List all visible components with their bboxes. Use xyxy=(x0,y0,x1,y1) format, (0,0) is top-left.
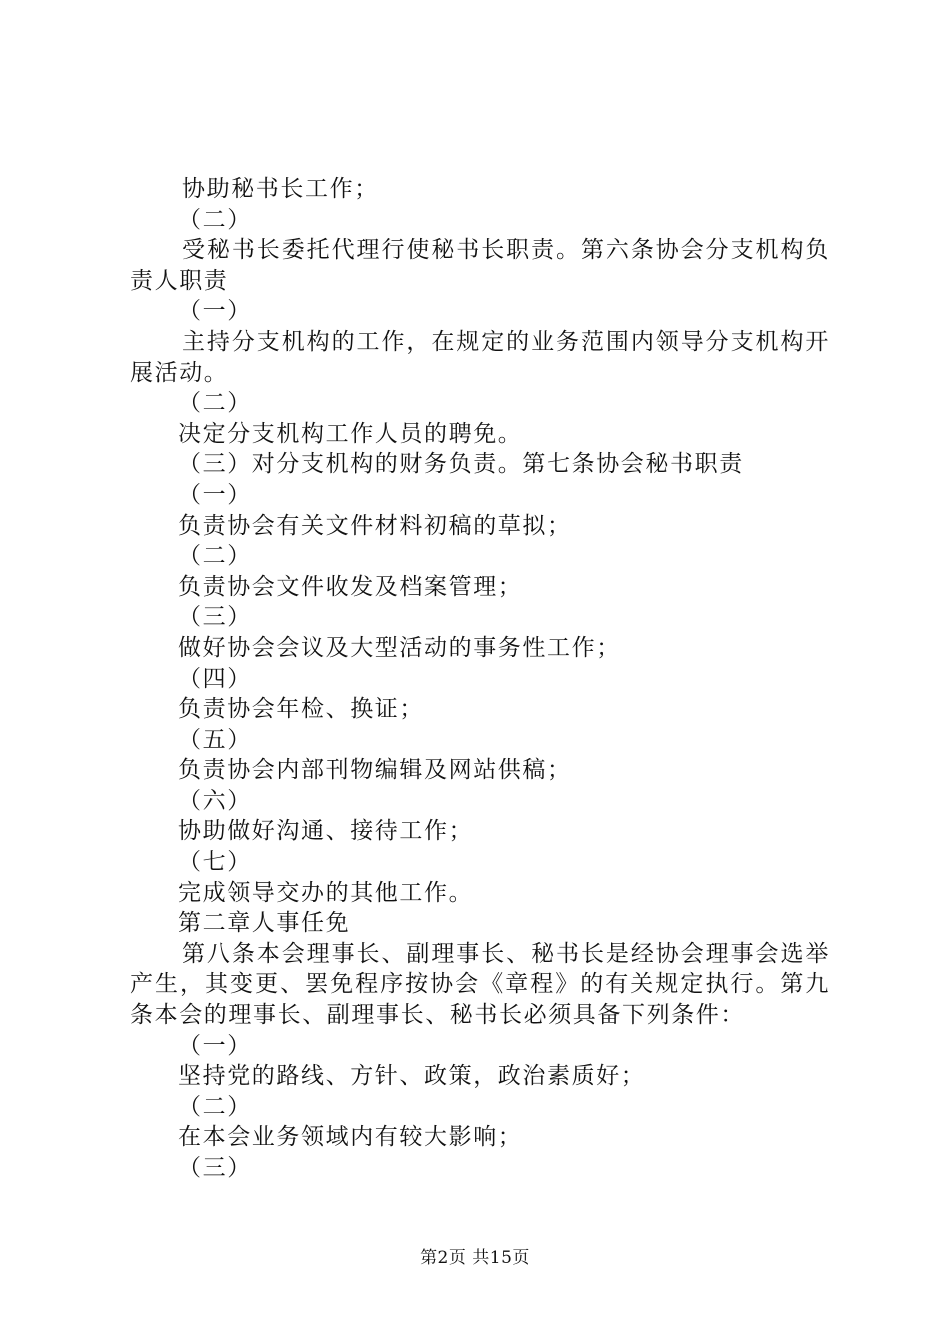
paragraph-line: 负责协会有关文件材料初稿的草拟； xyxy=(178,512,572,539)
chapter-heading: 第二章人事任免 xyxy=(178,910,351,937)
item-number: （一） xyxy=(178,1032,252,1059)
item-number: （一） xyxy=(178,298,252,325)
paragraph-line: 负责协会文件收发及档案管理； xyxy=(178,573,523,600)
paragraph-line: 决定分支机构工作人员的聘免。 xyxy=(178,420,523,447)
item-number: （六） xyxy=(178,787,252,814)
paragraph-line: 受秘书长委托代理行使秘书长职责。第六条协会分支机构负责人职责 xyxy=(130,237,830,294)
item-number: （三） xyxy=(178,604,252,631)
document-body xyxy=(130,174,830,1184)
paragraph-line: 坚持党的路线、方针、政策，政治素质好； xyxy=(178,1063,646,1090)
paragraph-line: 完成领导交办的其他工作。 xyxy=(178,879,474,906)
item-number: （二） xyxy=(178,543,252,570)
paragraph-line: 做好协会会议及大型活动的事务性工作； xyxy=(178,634,621,661)
paragraph-line: 在本会业务领域内有较大影响； xyxy=(178,1124,523,1151)
paragraph-line: （三）对分支机构的财务负责。第七条协会秘书职责 xyxy=(178,451,744,478)
paragraph-line: 负责协会年检、换证； xyxy=(178,696,424,723)
item-number: （五） xyxy=(178,726,252,753)
paragraph-line: 主持分支机构的工作，在规定的业务范围内领导分支机构开展活动。 xyxy=(130,328,830,386)
paragraph-line: 协助做好沟通、接待工作； xyxy=(178,818,474,845)
item-number: （二） xyxy=(178,390,252,417)
item-number: （四） xyxy=(178,665,252,692)
item-number: （二） xyxy=(178,206,252,233)
paragraph-line: 协助秘书长工作； xyxy=(182,176,379,202)
item-number: （二） xyxy=(178,1093,252,1120)
paragraph-line: 负责协会内部刊物编辑及网站供稿； xyxy=(178,757,572,784)
item-number: （一） xyxy=(178,481,252,508)
item-number: （三） xyxy=(178,1155,252,1181)
paragraph-line: 第八条本会理事长、副理事长、秘书长是经协会理事会选举产生，其变更、罢免程序按协会《章程》的有关规定执行。第九条本会的理事长、副理事长、秘书长必须具备下列条件： xyxy=(130,940,830,1029)
item-number: （七） xyxy=(178,849,252,876)
page-footer: 第2页 共15页 xyxy=(420,1248,530,1268)
